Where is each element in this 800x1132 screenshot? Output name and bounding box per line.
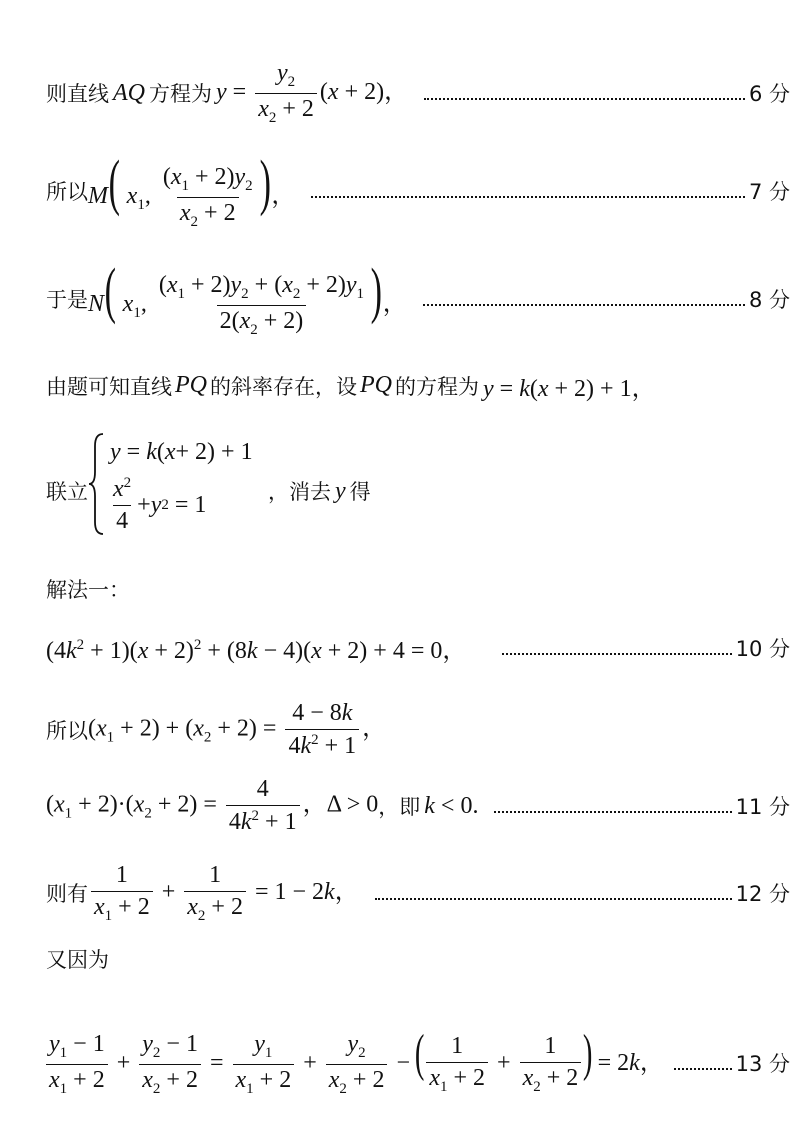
dot-leader	[423, 304, 745, 306]
dot-leader	[375, 898, 732, 900]
aq-formula: y = $\frac{y_2}{x_2 + 2}$ (x + 2)，	[216, 60, 409, 126]
m-formula: M( $x_1$, $\frac{(x_1 + 2)y_2}{x_2 + 2}$ )，	[88, 149, 296, 230]
n-formula: N( $x_1$, $\frac{(x_1 + 2)y_2 + (x_2 + 2)y_1}{2(x_2 + 2)}$ )，	[88, 257, 407, 338]
dot-leader	[502, 653, 731, 655]
dot-leader	[674, 1068, 732, 1070]
dot-leader	[311, 196, 745, 198]
line-reciprocal-sum: 则有 $\frac{1}{x_1 + 2}$ + $\frac{1}{x_2 + 2}$ = 1 − 2k， 12 分	[46, 862, 790, 924]
score-label: 8 分	[748, 288, 790, 313]
line-aq-equation: 则直线 AQ 方程为 y = $\frac{y_2}{x_2 + 2}$ (x + 2)， 6 分	[46, 60, 790, 126]
dot-leader	[424, 98, 745, 100]
line-because: 又因为	[46, 948, 109, 972]
line-point-n: 于是 N( $x_1$, $\frac{(x_1 + 2)y_2 + (x_2 + 2)y_1}{2(x_2 + 2)}$ )， 8 分	[46, 257, 790, 338]
line-eliminate: ，消去 y 得	[268, 477, 371, 504]
reciprocal-formula: $\frac{1}{x_1 + 2}$ + $\frac{1}{x_2 + 2}$ = 1 − 2k，	[88, 862, 359, 925]
slope-sum-formula: $\frac{y_1 - 1}{x_1 + 2}$ + $\frac{y_2 - 1}{x_2 + 2}$ = $\frac{y_1}{x_1 + 2}$ + $\frac{y_2}{x_2 + 2}$ − ( $\frac{1}{x_1 + 2}$ + $\frac{1}{x_2 + 2}$ ) = 2k，	[46, 1028, 664, 1098]
score-label: 10 分	[735, 636, 790, 661]
method-heading: 解法一：	[46, 578, 130, 602]
score-label: 12 分	[735, 882, 790, 907]
line-system-label: 联立	[46, 480, 88, 504]
pq-formula: y = k(x + 2) + 1，	[483, 376, 656, 402]
line-quadratic	[46, 630, 790, 665]
score-label: 6 分	[748, 82, 790, 107]
score-label: 11 分	[735, 795, 790, 819]
line-sum: 所以 $(x_1 + 2) + (x_2 + 2)$ = $\frac{4 - 8k}{4k^2 + 1}$ ，	[46, 700, 387, 759]
line-pq-slope: 由题可知直线 PQ 的斜率存在，设 PQ 的方程为 y = k(x + 2) + 1，	[46, 368, 790, 403]
quadratic-formula: $(4k^2 + 1)(x + 2)^2 + (8k - 4)(x + 2) + 4 = 0$，	[46, 637, 467, 664]
score-label: 7 分	[748, 180, 790, 205]
equation-system: y = k ( x + 2) + 1 $\frac{x^2}{4}$ + y 2 = 1	[110, 438, 253, 534]
line-slope-sum	[46, 1025, 790, 1098]
line-point-m: 所以 M( $x_1$, $\frac{(x_1 + 2)y_2}{x_2 + 2}$ )， 7 分	[46, 149, 790, 230]
line-product: $(x_1 + 2)\cdot(x_2 + 2)$ = $\frac{4}{4k^2 + 1}$ ，Δ > 0 ，即 k < 0. 11 分	[46, 776, 790, 835]
dot-leader	[494, 811, 731, 813]
score-label: 13 分	[735, 1051, 790, 1076]
product-formula: $(x_1 + 2)\cdot(x_2 + 2)$ = $\frac{4}{4k^2 + 1}$ ，Δ > 0	[46, 776, 379, 835]
sum-formula: $(x_1 + 2) + (x_2 + 2)$ = $\frac{4 - 8k}{4k^2 + 1}$ ，	[88, 700, 387, 759]
left-brace-icon	[88, 432, 106, 536]
